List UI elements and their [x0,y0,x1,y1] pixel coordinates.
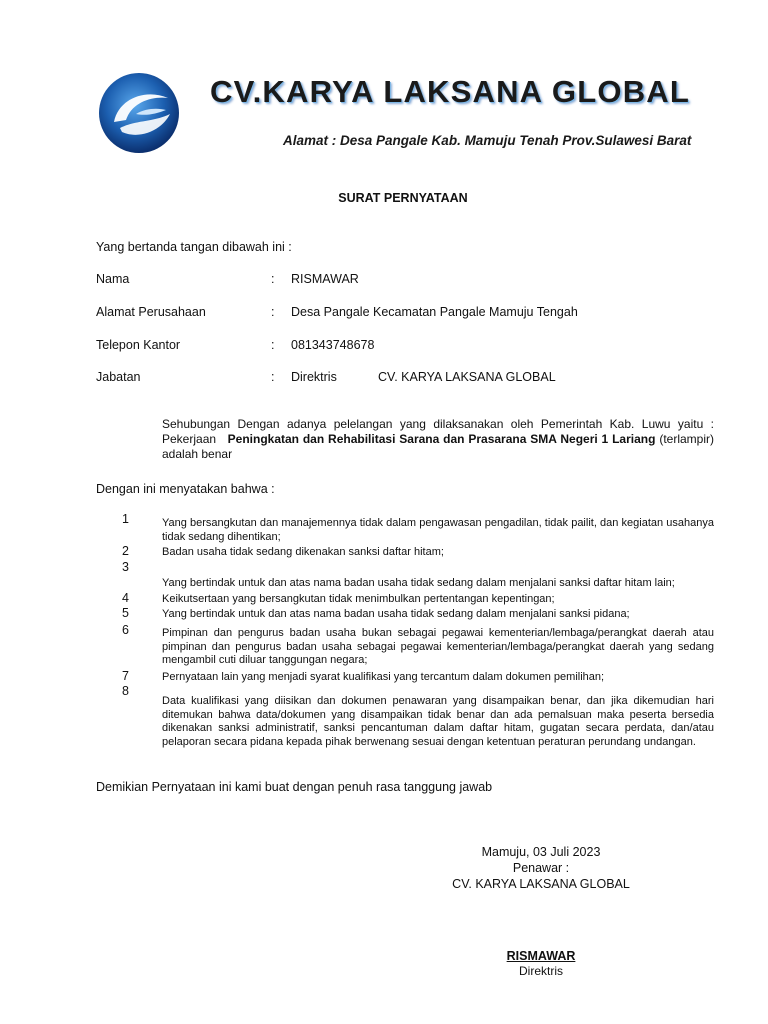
field-value-telepon: 081343748678 [291,338,375,352]
paragraph-text: Sehubungan Dengan adanya pelelangan yang dilaksanakan oleh Pemerintah Kab. Luwu yaitu : Pekerjaan [162,417,714,446]
list-item: Pimpinan dan pengurus badan usaha bukan sebagai pegawai kementerian/lembaga/perangkat daerah atau pimpinan dan pengurus badan usaha sebagai pegawai kementerian/lembaga/perangkat daerah yang sedang mengambil cuti diluar tanggungan negara; [162,627,714,666]
signatory-position: Direktris [519,964,563,978]
item-number: 6 [122,623,129,637]
closing-text: Demikian Pernyataan ini kami buat dengan penuh rasa tanggung jawab [96,780,493,794]
field-label-telepon: Telepon Kantor [96,338,181,352]
signature-company: CV. KARYA LAKSANA GLOBAL [452,877,630,891]
item-number: 7 [122,669,129,683]
item-number: 2 [122,544,129,558]
paragraph-text-end: (terlampir) adalah benar [162,432,714,461]
signature-role: Penawar : [512,861,570,875]
project-name: Peningkatan dan Rehabilitasi Sarana dan Prasarana SMA Negeri 1 Lariang [227,432,656,446]
company-address: Alamat : Desa Pangale Kab. Mamuju Tenah Prov.Sulawesi Barat [283,133,692,148]
list-item: Pernyataan lain yang menjadi syarat kualifikasi yang tercantum dalam dokumen pemilihan; [162,671,605,683]
signature-place-date: Mamuju, 03 Juli 2023 [481,845,601,859]
declaration-intro: Dengan ini menyatakan bahwa : [96,482,275,496]
list-item: Yang bersangkutan dan manajemennya tidak dalam pengawasan pengadilan, tidak pailit, dan kegiatan usahanya tidak sedang dihentikan; [162,517,714,543]
field-colon: : [271,305,275,319]
field-value-jabatan-company: CV. KARYA LAKSANA GLOBAL [378,370,556,384]
company-logo-icon [96,70,182,156]
list-item: Data kualifikasi yang diisikan dan dokumen penawaran yang disampaikan benar, dan jika dikemudian hari ditemukan bahwa data/dokumen yang disampaikan tidak benar dan ada pemalsuan maka peserta bersedia dikenakan sanksi administratif, sanksi pencantuman dalam daftar hitam, gugatan secara perdata, dan/atau pelaporan secara pidana kepada pihak berwenang sesuai dengan ketentuan peraturan perundang undangan. [162,695,714,748]
field-colon: : [271,370,275,384]
signatory-name: RISMAWAR [506,949,576,963]
field-colon: : [271,272,275,286]
item-number: 8 [122,684,129,698]
document-title: SURAT PERNYATAAN [338,191,468,205]
field-colon: : [271,338,275,352]
item-number: 5 [122,606,129,620]
field-value-jabatan: Direktris [291,370,337,384]
field-value-nama: RISMAWAR [291,272,359,286]
field-label-jabatan: Jabatan [96,370,141,384]
statement-paragraph [162,417,714,462]
item-number: 4 [122,591,129,605]
field-label-nama: Nama [96,272,130,286]
item-number: 1 [122,512,129,526]
list-item: Yang bertindak untuk dan atas nama badan usaha tidak sedang dalam menjalani sanksi daftar hitam lain; [162,577,675,589]
field-label-alamat: Alamat Perusahaan [96,305,206,319]
list-item: Keikutsertaan yang bersangkutan tidak menimbulkan pertentangan kepentingan; [162,593,555,605]
list-item: Badan usaha tidak sedang dikenakan sanksi daftar hitam; [162,546,444,558]
intro-text: Yang bertanda tangan dibawah ini : [96,240,292,254]
item-number: 3 [122,560,129,574]
company-name: CV.KARYA LAKSANA GLOBAL [210,74,691,109]
field-value-alamat: Desa Pangale Kecamatan Pangale Mamuju Tengah [291,305,578,319]
list-item: Yang bertindak untuk dan atas nama badan usaha tidak sedang dalam menjalani sanksi pidana; [162,608,630,620]
